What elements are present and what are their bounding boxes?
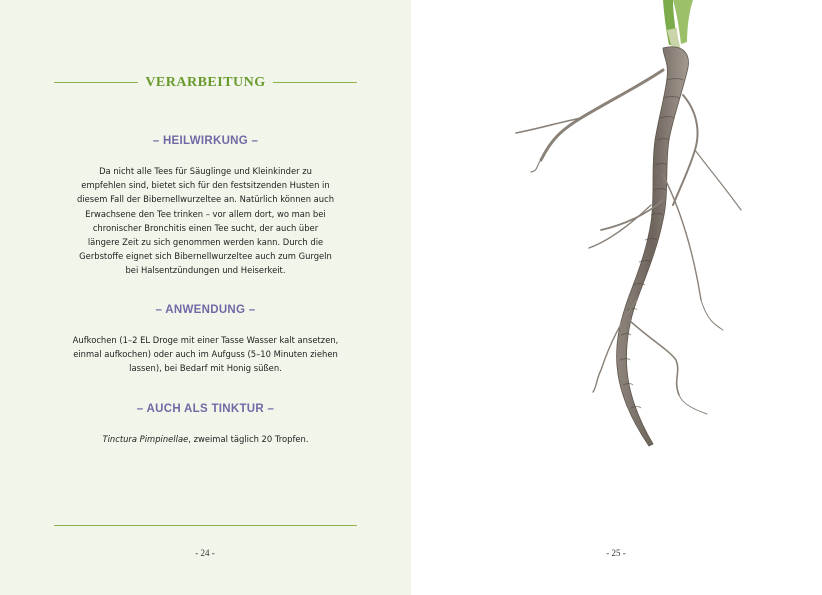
root-illustration-icon	[411, 0, 822, 595]
text-line: bei Halsentzündungen und Heiserkeit.	[125, 265, 286, 276]
section-heading-anwendung: – ANWENDUNG –	[155, 304, 256, 316]
text-line: Aufkochen (1–2 EL Droge mit einer Tasse Wasser kalt ansetzen,	[72, 335, 339, 345]
latin-name: Tinctura Pimpinellae	[102, 434, 189, 444]
side-roots	[516, 70, 741, 414]
section-body-tinktur	[54, 432, 357, 446]
text-line: chronischer Bronchitis einen Tee sucht, der auch über	[92, 222, 319, 233]
text-line: Da nicht alle Tees für Säuglinge und Kleinkinder zu	[99, 166, 312, 176]
section-heading-heilwirkung: – HEILWIRKUNG –	[152, 135, 259, 147]
tinktur-dosage: , zweimal täglich 20 Tropfen.	[188, 434, 309, 444]
chapter-title: VERARBEITUNG	[145, 75, 266, 90]
page-number-right: - 25 -	[606, 548, 626, 558]
text-line: längere Zeit zu sich genommen werden kann. Durch die	[87, 237, 324, 248]
section-body-heilwirkung	[54, 164, 357, 278]
section-heading-tinktur: – AUCH ALS TINKTUR –	[136, 403, 275, 415]
section-body-anwendung	[54, 333, 357, 376]
bottom-rule	[54, 525, 357, 526]
text-line: Erwachsene den Tee trinken – vor allem dort, wo man bei	[85, 208, 326, 219]
text-line: empfehlen sind, bietet sich für den festsitzenden Husten in	[81, 180, 330, 191]
text-line: lassen), bei Bedarf mit Honig süßen.	[129, 363, 282, 374]
text-line: einmal aufkochen) oder auch im Aufguss (5–10 Minuten ziehen	[73, 349, 338, 360]
text-line: diesem Fall der Bibernellwurzeltee an. Natürlich können auch	[76, 194, 335, 205]
text-line: Gerbstoffe eignet sich Bibernellwurzeltee auch zum Gurgeln	[79, 251, 332, 262]
page-number-left: - 24 -	[195, 548, 215, 558]
